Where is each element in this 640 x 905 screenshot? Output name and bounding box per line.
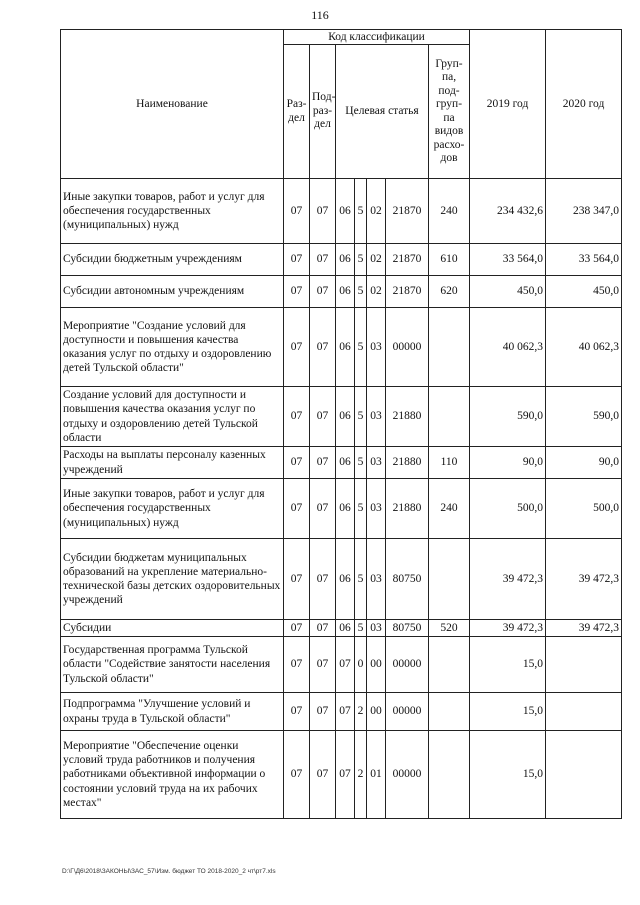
row-target-subprogram: 5	[355, 539, 367, 620]
row-amount-2019: 15,0	[470, 637, 546, 693]
row-target-direction: 00000	[386, 693, 429, 731]
row-target-program: 06	[336, 179, 355, 244]
row-target-direction: 80750	[386, 620, 429, 637]
row-podrazdel: 07	[310, 539, 336, 620]
row-amount-2019: 450,0	[470, 276, 546, 308]
row-target-direction: 21880	[386, 479, 429, 539]
row-expense-group: 110	[429, 447, 470, 479]
row-target-program: 07	[336, 637, 355, 693]
row-target-event: 02	[367, 179, 386, 244]
row-razdel: 07	[284, 308, 310, 387]
row-name: Расходы на выплаты персоналу казенных учреждений	[61, 447, 284, 479]
row-amount-2019: 40 062,3	[470, 308, 546, 387]
row-razdel: 07	[284, 731, 310, 819]
row-razdel: 07	[284, 637, 310, 693]
row-expense-group	[429, 731, 470, 819]
row-expense-group	[429, 308, 470, 387]
row-name: Подпрограмма "Улучшение условий и охраны труда в Тульской области"	[61, 693, 284, 731]
table-row	[61, 387, 622, 447]
table-row	[61, 479, 622, 539]
row-target-event: 00	[367, 637, 386, 693]
row-target-direction: 00000	[386, 731, 429, 819]
row-amount-2020	[546, 637, 622, 693]
row-podrazdel: 07	[310, 693, 336, 731]
row-target-subprogram: 5	[355, 387, 367, 447]
row-target-program: 06	[336, 308, 355, 387]
row-target-event: 03	[367, 387, 386, 447]
row-amount-2019: 39 472,3	[470, 620, 546, 637]
row-target-direction: 80750	[386, 539, 429, 620]
row-razdel: 07	[284, 244, 310, 276]
row-name: Создание условий для доступности и повышения качества оказания услуг по отдыху и оздоровлению детей Тульской области	[61, 387, 284, 447]
row-target-program: 06	[336, 276, 355, 308]
row-expense-group	[429, 387, 470, 447]
row-name: Субсидии автономным учреждениям	[61, 276, 284, 308]
row-expense-group: 240	[429, 479, 470, 539]
row-razdel: 07	[284, 539, 310, 620]
row-target-subprogram: 2	[355, 693, 367, 731]
table-row	[61, 447, 622, 479]
row-expense-group	[429, 539, 470, 620]
row-amount-2019: 500,0	[470, 479, 546, 539]
row-expense-group: 610	[429, 244, 470, 276]
row-amount-2019: 15,0	[470, 731, 546, 819]
row-target-subprogram: 5	[355, 620, 367, 637]
header-2019: 2019 год	[470, 30, 546, 179]
row-target-direction: 21870	[386, 244, 429, 276]
row-target-program: 06	[336, 244, 355, 276]
row-target-direction: 00000	[386, 308, 429, 387]
row-target-program: 07	[336, 693, 355, 731]
header-name: Наименование	[61, 30, 284, 179]
row-amount-2019: 33 564,0	[470, 244, 546, 276]
row-podrazdel: 07	[310, 387, 336, 447]
row-target-subprogram: 5	[355, 479, 367, 539]
table-row	[61, 244, 622, 276]
row-razdel: 07	[284, 479, 310, 539]
row-target-direction: 21880	[386, 447, 429, 479]
row-amount-2020: 40 062,3	[546, 308, 622, 387]
table-body	[61, 179, 622, 819]
table-row	[61, 693, 622, 731]
table-row	[61, 308, 622, 387]
row-target-event: 03	[367, 539, 386, 620]
row-target-direction: 21870	[386, 179, 429, 244]
row-target-event: 02	[367, 244, 386, 276]
row-amount-2019: 90,0	[470, 447, 546, 479]
row-expense-group: 620	[429, 276, 470, 308]
row-amount-2019: 590,0	[470, 387, 546, 447]
row-amount-2019: 15,0	[470, 693, 546, 731]
row-target-event: 00	[367, 693, 386, 731]
row-podrazdel: 07	[310, 447, 336, 479]
row-expense-group	[429, 693, 470, 731]
row-razdel: 07	[284, 387, 310, 447]
row-name: Субсидии	[61, 620, 284, 637]
row-name: Иные закупки товаров, работ и услуг для обеспечения государственных (муниципальных) нужд	[61, 479, 284, 539]
row-target-program: 07	[336, 731, 355, 819]
table-row	[61, 276, 622, 308]
row-name: Иные закупки товаров, работ и услуг для обеспечения государственных (муниципальных) нужд	[61, 179, 284, 244]
row-target-subprogram: 0	[355, 637, 367, 693]
page-number: 116	[311, 8, 329, 22]
header-classification: Код классификации	[284, 30, 470, 45]
row-target-program: 06	[336, 479, 355, 539]
row-target-subprogram: 5	[355, 308, 367, 387]
row-name: Государственная программа Тульской области "Содействие занятости населения Тульской области"	[61, 637, 284, 693]
row-amount-2020	[546, 731, 622, 819]
table-row	[61, 179, 622, 244]
row-name: Субсидии бюджетным учреждениям	[61, 244, 284, 276]
row-target-subprogram: 5	[355, 447, 367, 479]
row-target-event: 02	[367, 276, 386, 308]
header-podrazdel: Под- раз- дел	[310, 45, 336, 179]
row-target-direction: 00000	[386, 637, 429, 693]
table-row	[61, 539, 622, 620]
row-target-event: 03	[367, 447, 386, 479]
row-target-subprogram: 5	[355, 179, 367, 244]
table-row	[61, 637, 622, 693]
row-amount-2020: 590,0	[546, 387, 622, 447]
row-razdel: 07	[284, 693, 310, 731]
row-expense-group: 520	[429, 620, 470, 637]
row-amount-2020: 238 347,0	[546, 179, 622, 244]
row-target-direction: 21880	[386, 387, 429, 447]
row-name: Мероприятие "Обеспечение оценки условий труда работников и получения работниками объективной информации о состоянии условий труда на их рабочих местах"	[61, 731, 284, 819]
row-target-subprogram: 5	[355, 244, 367, 276]
header-group: Груп- па, под- груп- па видов расхо- дов	[429, 45, 470, 179]
row-target-program: 06	[336, 387, 355, 447]
row-podrazdel: 07	[310, 731, 336, 819]
row-name: Субсидии бюджетам муниципальных образований на укрепление материально-технической базы детских оздоровительных учреждений	[61, 539, 284, 620]
row-razdel: 07	[284, 447, 310, 479]
row-podrazdel: 07	[310, 276, 336, 308]
row-podrazdel: 07	[310, 244, 336, 276]
row-razdel: 07	[284, 620, 310, 637]
file-path-footer: D:\Г\Д6\2018\ЗАКОНЫ\ЗАС_57\Изм. бюджет ТО 2018-2020_2 чт\рт7.xls	[62, 868, 276, 875]
row-podrazdel: 07	[310, 620, 336, 637]
row-razdel: 07	[284, 276, 310, 308]
row-target-program: 06	[336, 447, 355, 479]
row-target-program: 06	[336, 539, 355, 620]
row-amount-2020: 39 472,3	[546, 620, 622, 637]
row-podrazdel: 07	[310, 308, 336, 387]
row-amount-2020: 500,0	[546, 479, 622, 539]
row-target-program: 06	[336, 620, 355, 637]
row-target-event: 03	[367, 479, 386, 539]
row-podrazdel: 07	[310, 479, 336, 539]
header-2020: 2020 год	[546, 30, 622, 179]
row-target-event: 03	[367, 620, 386, 637]
row-razdel: 07	[284, 179, 310, 244]
row-amount-2020: 39 472,3	[546, 539, 622, 620]
row-amount-2019: 234 432,6	[470, 179, 546, 244]
row-expense-group: 240	[429, 179, 470, 244]
row-amount-2020	[546, 693, 622, 731]
table-row	[61, 731, 622, 819]
header-target: Целевая статья	[336, 45, 429, 179]
table-row	[61, 620, 622, 637]
header-razdel: Раз- дел	[284, 45, 310, 179]
row-amount-2020: 33 564,0	[546, 244, 622, 276]
row-podrazdel: 07	[310, 637, 336, 693]
row-amount-2019: 39 472,3	[470, 539, 546, 620]
row-target-event: 01	[367, 731, 386, 819]
row-expense-group	[429, 637, 470, 693]
row-target-direction: 21870	[386, 276, 429, 308]
row-podrazdel: 07	[310, 179, 336, 244]
row-name: Мероприятие "Создание условий для доступности и повышения качества оказания услуг по отдыху и оздоровлению детей Тульской области"	[61, 308, 284, 387]
row-target-subprogram: 5	[355, 276, 367, 308]
budget-table	[60, 29, 622, 819]
table-header	[61, 30, 622, 179]
row-target-event: 03	[367, 308, 386, 387]
row-amount-2020: 90,0	[546, 447, 622, 479]
row-target-subprogram: 2	[355, 731, 367, 819]
row-amount-2020: 450,0	[546, 276, 622, 308]
